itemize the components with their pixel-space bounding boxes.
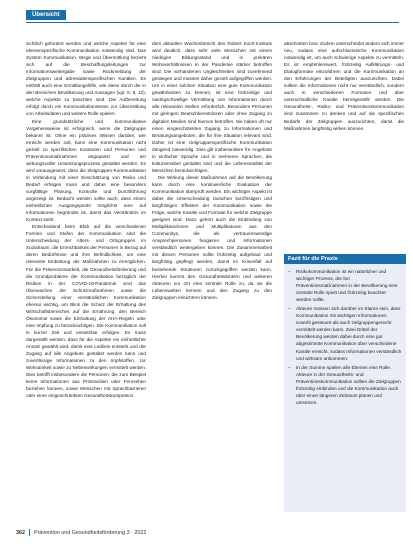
paragraph: Eine grundsätzliche und kommunikative Vorgehensweise ist erfolgreich, wenn die Zielgruppe bekannt ist. Ohne ein präzises Wissen darüber, wer erreicht werden soll, kann eine Kommunikation nicht gezielt zu spezifischen Kontexten und Personen und Präventionsmaßnahmen angepasst und ein wirkungsvoller Umsetzungsprozess gestaltet werden. Es wird vorausgesetzt, dass die Zielgruppen-Kommunikation in Verbindung mit einer Einschätzung von Risiko und Bedarf erfolgen muss und daher eine besonders sorgfältige Planung, Kontrolle und Durchführung angezeigt ist. Bedacht werden sollte auch, dass einem einheitlichen Ausgangspunkt möglichst eine auf Informationen begründet ist, damit das Verständnis im Kontext steht. bbox=[26, 118, 146, 223]
fazit-item-text: In der Summe spielen alle Ebenen eine Rolle. Akteure in der Gesundheits- und Präventionskommunikation sollten die Zielgruppen frühzeitig einbinden und die Kommunikation auch über einen längeren Zeitraum planen und umsetzen. bbox=[296, 364, 401, 405]
fazit-title: Fazit für die Praxis bbox=[284, 254, 406, 264]
page-number: 362 bbox=[16, 529, 25, 536]
dash-bullet-icon: – bbox=[288, 269, 291, 274]
paragraph: sichtlich gefordert werden und welche Aspekte für eine ebenenspezifische Kommunikation notwendig sind. Das System Kommunikation, Wege und Übermittlung bezieht sich auf die Beschaffungsleitungen zur Informationsweitergabe sowie Rückmeldung der Zielgruppen und adressatenspezifischen Kanälen. Es enthält auch eine Ermittlungshilfe, wie diese durch die in den Bereichen Bevölkerung und Aussagen (vgl. S. 8, 12), welche Aspekte zu beachten sind. Die Aufbereitung erfolgt durch ein Kommunikationsteam zur Übermittlung von Arbeitsdaten und weitere Rolle spielen. bbox=[26, 41, 146, 117]
fazit-item bbox=[288, 364, 402, 406]
fazit-list bbox=[284, 264, 406, 412]
fazit-box bbox=[284, 254, 406, 512]
fazit-item-text: Akteure müssen sich darüber im Klaren sein, dass Kommunikation mit wichtigen Informationen sowohl gesteuert als auch zielgruppengerecht vermittelt werden kann. Zwei Drittel der Bevölkerung werden dabei durch eine gut abgestimmte Kommunikation über verschiedene Kanäle erreicht, sodass Informationen verständlich und wirksam ankommen. bbox=[296, 306, 402, 361]
fazit-item bbox=[288, 305, 402, 361]
text-column-1 bbox=[26, 40, 146, 530]
fazit-item-text: Risikokommunikation ist ein natürlicher und wichtiger Prozess, der bei Präventionsmaßnahmen in der Bevölkerung eine zentrale Rolle spielt und frühzeitig beachtet werden sollte. bbox=[296, 269, 398, 303]
dash-bullet-icon: – bbox=[288, 364, 291, 370]
journal-name: Prävention und Gesundheitsförderung 3 · 2022 bbox=[34, 529, 147, 536]
paragraph: abschnitten bzw. Zudem unterscheidet ändern sich immer neu, sodass eine aufschlussreiche Kommunikation notwendig ist, um auch schwierige Aspekte zu vermitteln. Es ist empfehlenswert, frühzeitig Aufklärungs- und Dialogformate einzuführen und die Kommunikation an den Erfahrungen der Beteiligten auszurichten. Dabei sollten die Informationen nicht nur verständlich, sondern auch in verschiedenen Formaten und über unterschiedliche Kanäle bereitgestellt werden. Die Gesundheits-, Risiko- und Präventionskommunikation sind zusammen zu denken und auf die spezifischen Bedarfe der Zielgruppen auszurichten, damit die Maßnahmen langfristig wirken können. bbox=[284, 41, 404, 131]
paragraph: dem aktuellen Wochenbericht des Robert Koch-Instituts wird deutlich, dass sehr viele Menschen mit einem niedrigen Bildungsstand und in prekären Wohnverhältnissen in der Pandemie stärker betroffen sind. Die vorhandenen Ungleichheiten sind zunehmend gestiegen und müssen daher gezielt aufgegriffen werden. Um in einer solchen Situation eine gute Kommunikation gewährleisten zu können, ist eine frühzeitige und niedrigschwellige Vermittlung von Informationen durch alle relevanten Stellen erforderlich. Besonders Personen mit geringen Deutschkenntnissen oder ohne Zugang zu digitalen Medien sind hiervon betroffen. Sie haben oft nur einen eingeschränkten Zugang zu Informationen und Beratungsangeboten, die für ihre Situation relevant sind. Daher ist eine zielgruppenspezifische Kommunikation dringend notwendig. Dies gilt insbesondere für Angebote in einfacher Sprache und in mehreren Sprachen, die kultursensibel gestaltet sind und die Lebensrealität der Menschen berücksichtigen. bbox=[152, 41, 272, 173]
footer-divider bbox=[29, 529, 30, 536]
page-footer bbox=[16, 529, 146, 536]
paragraph: Entscheidend beim Blick auf die verschiedenen Formen und Stufen der Kommunikation sind die Unterscheidung der Alters- und Ortsgruppen im Sozialraum, die Erreichbarkeit der Personen in Bezug auf deren Bedürfnisse und ihre Befindlichkeit, um eine relevante Einbettung der Maßnahmen zu ermöglichen. Für die Präventionsarbeit, die Gesundheitsförderung und die Grundprobleme der Kommunikation bezüglich der Risiken in der COVID-19-Pandemie sind das Überwachen der Schutzmaßnahmen sowie die Sicherstellung einer verständlichen Kommunikation ebenso wichtig, um Blick die Schutz der Erhaltung des Wirtschaftsbereiches auf die Ernährung, den Bereich Ökonomie sowie die Einhaltung der AHA-Regeln oder eine Impfung zu berücksichtigen. Die Kommunikation soll in kurzer Zeit und umsetzbar erfolgen. Es muss dargestellt werden, dass für die Aspekte ein einheitlicher Ansatz gewählt wird, damit eine Leitlinie entsteht und der Zugang auf alle Angebote gestaltet werden kann und zuverlässige Informationen zu den Impfstoffen, zur Wirksamkeit sowie zu Nebenwirkungen vermittelt werden. Dies betrifft insbesondere die Personen, die zum Beispiel keine Informationen aus Printmedien oder Fernsehen beziehen können, sowie Menschen mit Sprachbarrieren oder einer eingeschränkten Gesundheitskompetenz. bbox=[26, 224, 146, 399]
section-header-tab: Übersicht bbox=[26, 10, 66, 20]
fazit-item bbox=[288, 268, 402, 303]
paragraph: Die Wirkung dieser Maßnahmen auf die Bevölkerung kann durch eine kontinuierliche Evaluation der Kommunikation überprüft werden. Ein wichtiger Aspekt ist dabei die Unterscheidung zwischen kurzfristigen und langfristigen Effekten der Kommunikation sowie die Frage, welche Kanäle und Formate für welche Zielgruppe geeignet sind. Dazu gehört auch die Einbindung von Multiplikatorinnen und Multiplikatoren aus den Communitys, die als vertrauenswürdige Ansprechpersonen fungieren und Informationen verständlich weitergeben können. Die Zusammenarbeit mit diesen Personen sollte frühzeitig aufgebaut und langfristig gepflegt werden, damit im Krisenfall auf bestehende Strukturen zurückgegriffen werden kann. Hierbei kommt den Gesundheitsämtern und weiteren Akteuren vor Ort eine zentrale Rolle zu, da sie die Lebenswelten kennen und den Zugang zu den Zielgruppen erleichtern können. bbox=[152, 174, 272, 300]
text-column-3 bbox=[284, 40, 404, 245]
dash-bullet-icon: – bbox=[288, 306, 291, 312]
text-column-2 bbox=[152, 40, 272, 530]
header-rule bbox=[26, 22, 399, 23]
